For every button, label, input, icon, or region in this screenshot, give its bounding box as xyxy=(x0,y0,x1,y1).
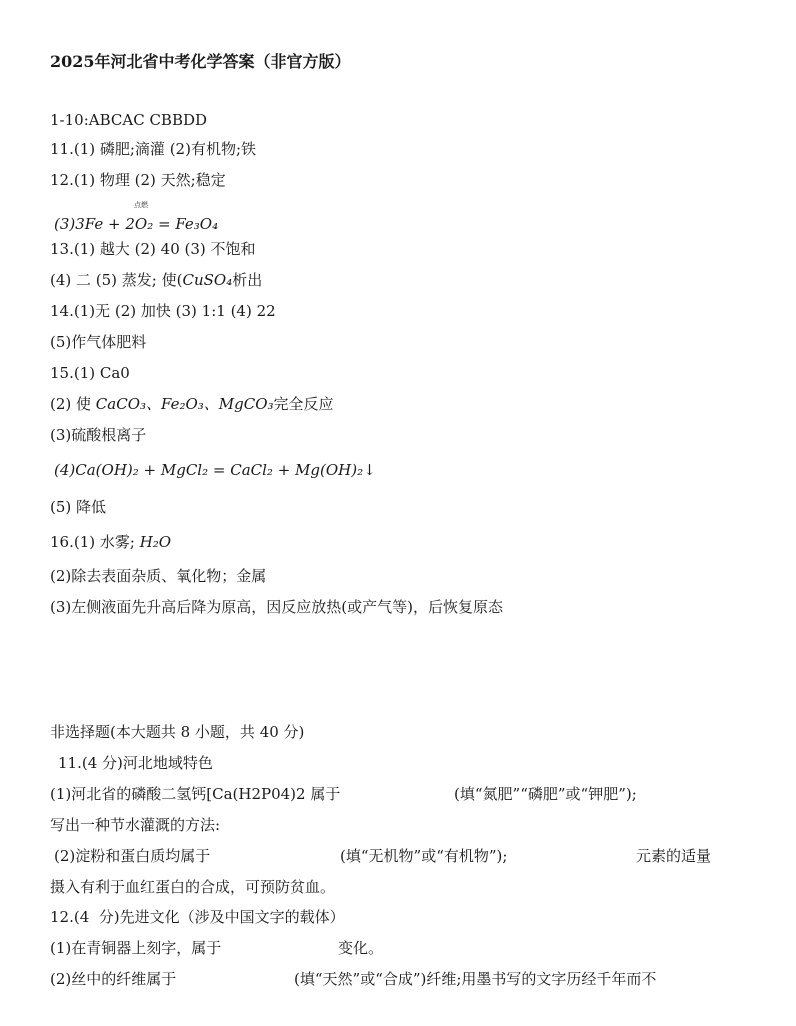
question-12-2-b: (填“天然”或“合成”)纤维;用墨书写的文字历经千年而不 xyxy=(294,970,657,988)
answer-15-c: (3)硫酸根离子 xyxy=(50,426,147,444)
answer-11: 11.(1) 磷肥;滴灌 (2)有机物;铁 xyxy=(50,140,256,158)
formula-carbonates: CaCO₃、Fe₂O₃、MgCO₃ xyxy=(95,395,274,413)
answer-16 xyxy=(50,532,171,552)
answer-15-b xyxy=(50,394,334,414)
question-12-2-a: (2)丝中的纤维属于 xyxy=(50,970,177,988)
question-11-2-c: 元素的适量 xyxy=(636,847,712,865)
question-11-1-a: (1)河北省的磷酸二氢钙[Ca(H2P04)2 属于 xyxy=(50,785,341,803)
question-11-2 xyxy=(54,846,712,866)
question-12-1-b: 变化。 xyxy=(338,939,384,957)
answer-13: 13.(1) 越大 (2) 40 (3) 不饱和 xyxy=(50,240,256,258)
answer-16-c: (3)左侧液面先升高后降为原高，因反应放热(或产气等)，后恢复原态 xyxy=(50,598,503,616)
answer-13-b-post: 析出 xyxy=(232,271,263,289)
answer-16-b: (2)除去表面杂质、氧化物；金属 xyxy=(50,567,267,585)
answer-14: 14.(1)无 (2) 加快 (3) 1:1 (4) 22 xyxy=(50,302,276,320)
answer-15-e: (5) 降低 xyxy=(50,498,107,516)
question-11-2-a: (2)淀粉和蛋白质均属于 xyxy=(54,847,211,865)
page-title: 2025年河北省中考化学答案（非官方版） xyxy=(50,52,351,71)
answer-15: 15.(1) Ca0 xyxy=(50,364,130,382)
question-12-1-a: (1)在青铜器上刻字，属于 xyxy=(50,939,222,957)
answer-mc: 1-10:ABCAC CBBDD xyxy=(50,111,208,129)
answer-15-b-post: 完全反应 xyxy=(273,395,334,413)
answer-12-equation: (3)3Fe + 2O₂ = Fe₃O₄ xyxy=(54,215,219,233)
question-11-title: 11.(4 分)河北地域特色 xyxy=(58,754,213,772)
question-11-1 xyxy=(50,784,637,804)
answer-15-equation: (4)Ca(OH)₂ + MgCl₂ = CaCl₂ + Mg(OH)₂↓ xyxy=(54,461,376,479)
question-12-title: 12.(4 分)先进文化（涉及中国文字的载体） xyxy=(50,908,345,926)
question-11-1-b: (填“氮肥”“磷肥”或“钾肥”); xyxy=(454,785,637,803)
answer-12: 12.(1) 物理 (2) 天然;稳定 xyxy=(50,171,226,189)
question-11-1-c: 写出一种节水灌溉的方法: xyxy=(50,816,221,834)
question-12-1 xyxy=(50,938,384,958)
question-11-2-d: 摄入有利于血红蛋白的合成，可预防贫血。 xyxy=(50,878,336,896)
question-11-2-b: (填“无机物”或“有机物”); xyxy=(340,847,508,865)
answer-13-b xyxy=(50,270,262,290)
section-header: 非选择题(本大题共 8 小题，共 40 分) xyxy=(50,723,305,741)
reaction-condition: 点燃 xyxy=(134,201,148,209)
question-12-2 xyxy=(50,969,657,989)
formula-h2o: H₂O xyxy=(139,533,172,551)
answer-13-b-pre: (4) 二 (5) 蒸发; 使( xyxy=(50,271,183,289)
answer-16-pre: 16.(1) 水雾; xyxy=(50,533,140,551)
answer-14-b: (5)作气体肥料 xyxy=(50,333,147,351)
formula-cuso4: CuSO₄ xyxy=(182,271,233,289)
answer-15-b-pre: (2) 使 xyxy=(50,395,96,413)
